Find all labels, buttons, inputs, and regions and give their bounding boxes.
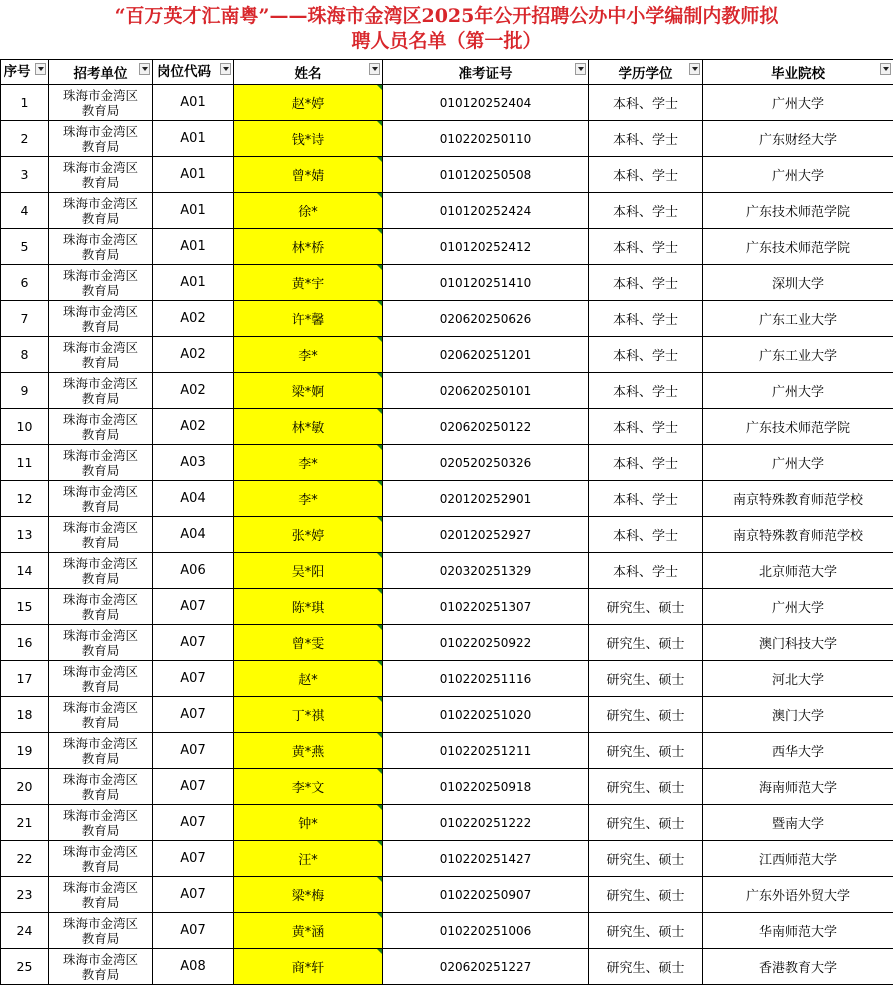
table-row (1, 157, 893, 193)
cell-post[interactable]: A07 (153, 733, 234, 769)
cell-degree[interactable]: 本科、学士 (589, 553, 703, 589)
unit-line-1: 珠海市金湾区 (49, 88, 152, 103)
cell-name[interactable]: 林*桥 (234, 229, 383, 265)
cell-exam-number[interactable]: 020320251329 (383, 553, 589, 589)
unit-line-1: 珠海市金湾区 (49, 880, 152, 895)
cell-exam-number[interactable]: 020620251227 (383, 949, 589, 985)
cell-name[interactable]: 李* (234, 481, 383, 517)
table-row (1, 265, 893, 301)
cell-exam-number[interactable]: 010120252424 (383, 193, 589, 229)
cell-name[interactable]: 丁*祺 (234, 697, 383, 733)
cell-degree[interactable]: 本科、学士 (589, 517, 703, 553)
cell-exam-number[interactable]: 010120252412 (383, 229, 589, 265)
unit-line-1: 珠海市金湾区 (49, 664, 152, 679)
unit-line-1: 珠海市金湾区 (49, 160, 152, 175)
cell-name[interactable]: 吴*阳 (234, 553, 383, 589)
cell-post[interactable]: A08 (153, 949, 234, 985)
cell-seq[interactable]: 13 (1, 517, 49, 553)
cell-post[interactable]: A07 (153, 877, 234, 913)
unit-line-2: 教育局 (49, 931, 152, 946)
cell-seq[interactable]: 18 (1, 697, 49, 733)
cell-school[interactable]: 华南师范大学 (703, 913, 893, 949)
cell-exam-number[interactable]: 010220251116 (383, 661, 589, 697)
cell-post[interactable]: A01 (153, 85, 234, 121)
title-line-1: “百万英才汇南粤”——珠海市金湾区2025年公开招聘公办中小学编制内教师拟 (0, 4, 893, 29)
table-row (1, 589, 893, 625)
cell-seq[interactable]: 19 (1, 733, 49, 769)
header-school[interactable]: 毕业院校 (703, 60, 893, 85)
cell-degree[interactable]: 研究生、硕士 (589, 841, 703, 877)
unit-line-2: 教育局 (49, 499, 152, 514)
header-unit[interactable]: 招考单位 (49, 60, 153, 85)
unit-line-1: 珠海市金湾区 (49, 952, 152, 967)
unit-line-1: 珠海市金湾区 (49, 304, 152, 319)
table-row (1, 193, 893, 229)
cell-seq[interactable]: 17 (1, 661, 49, 697)
cell-post[interactable]: A01 (153, 121, 234, 157)
cell-seq[interactable]: 24 (1, 913, 49, 949)
unit-line-1: 珠海市金湾区 (49, 196, 152, 211)
unit-line-1: 珠海市金湾区 (49, 808, 152, 823)
cell-post[interactable]: A02 (153, 409, 234, 445)
cell-seq[interactable]: 16 (1, 625, 49, 661)
cell-degree[interactable]: 研究生、硕士 (589, 805, 703, 841)
cell-school[interactable]: 广东工业大学 (703, 337, 893, 373)
unit-line-2: 教育局 (49, 355, 152, 370)
filter-dropdown-icon[interactable] (689, 63, 700, 75)
table-row (1, 553, 893, 589)
cell-school[interactable]: 广东技术师范学院 (703, 193, 893, 229)
cell-post[interactable]: A07 (153, 697, 234, 733)
cell-degree[interactable]: 本科、学士 (589, 373, 703, 409)
cell-degree[interactable]: 本科、学士 (589, 193, 703, 229)
cell-school[interactable]: 广州大学 (703, 373, 893, 409)
unit-line-2: 教育局 (49, 895, 152, 910)
cell-degree[interactable]: 研究生、硕士 (589, 949, 703, 985)
cell-seq[interactable]: 7 (1, 301, 49, 337)
cell-school[interactable]: 广东财经大学 (703, 121, 893, 157)
cell-seq[interactable]: 22 (1, 841, 49, 877)
cell-unit[interactable] (49, 589, 153, 625)
cell-unit[interactable] (49, 553, 153, 589)
unit-line-1: 珠海市金湾区 (49, 232, 152, 247)
document-title (0, 0, 893, 59)
cell-post[interactable]: A06 (153, 553, 234, 589)
unit-line-2: 教育局 (49, 463, 152, 478)
table-row (1, 661, 893, 697)
cell-seq[interactable]: 25 (1, 949, 49, 985)
cell-degree[interactable]: 本科、学士 (589, 409, 703, 445)
cell-unit[interactable] (49, 877, 153, 913)
cell-seq[interactable]: 4 (1, 193, 49, 229)
unit-line-2: 教育局 (49, 679, 152, 694)
cell-post[interactable]: A02 (153, 373, 234, 409)
cell-school[interactable]: 广州大学 (703, 445, 893, 481)
cell-exam-number[interactable]: 010220250907 (383, 877, 589, 913)
unit-line-2: 教育局 (49, 103, 152, 118)
cell-degree[interactable]: 研究生、硕士 (589, 625, 703, 661)
cell-school[interactable]: 广东技术师范学院 (703, 229, 893, 265)
cell-seq[interactable]: 9 (1, 373, 49, 409)
cell-seq[interactable]: 14 (1, 553, 49, 589)
table-row (1, 85, 893, 121)
unit-line-2: 教育局 (49, 859, 152, 874)
cell-degree[interactable]: 本科、学士 (589, 85, 703, 121)
cell-seq[interactable]: 8 (1, 337, 49, 373)
cell-exam-number[interactable]: 010220250922 (383, 625, 589, 661)
table-row (1, 949, 893, 985)
cell-name[interactable]: 黄*燕 (234, 733, 383, 769)
cell-post[interactable]: A07 (153, 661, 234, 697)
cell-seq[interactable]: 2 (1, 121, 49, 157)
cell-post[interactable]: A07 (153, 913, 234, 949)
unit-line-2: 教育局 (49, 391, 152, 406)
cell-unit[interactable] (49, 769, 153, 805)
table-row (1, 409, 893, 445)
cell-post[interactable]: A04 (153, 517, 234, 553)
cell-unit[interactable] (49, 193, 153, 229)
cell-name[interactable]: 李* (234, 337, 383, 373)
cell-school[interactable]: 深圳大学 (703, 265, 893, 301)
unit-line-1: 珠海市金湾区 (49, 520, 152, 535)
unit-line-2: 教育局 (49, 139, 152, 154)
unit-line-2: 教育局 (49, 571, 152, 586)
table-row (1, 121, 893, 157)
cell-school[interactable]: 广东工业大学 (703, 301, 893, 337)
cell-school[interactable]: 江西师范大学 (703, 841, 893, 877)
unit-line-2: 教育局 (49, 787, 152, 802)
unit-line-2: 教育局 (49, 319, 152, 334)
roster-table (0, 59, 893, 985)
cell-exam-number[interactable]: 010220251222 (383, 805, 589, 841)
cell-post[interactable]: A07 (153, 841, 234, 877)
cell-degree[interactable]: 本科、学士 (589, 301, 703, 337)
cell-degree[interactable]: 本科、学士 (589, 157, 703, 193)
cell-unit[interactable] (49, 265, 153, 301)
cell-name[interactable]: 梁*梅 (234, 877, 383, 913)
cell-unit[interactable] (49, 409, 153, 445)
header-exam[interactable]: 准考证号 (383, 60, 589, 85)
cell-exam-number[interactable]: 010220251307 (383, 589, 589, 625)
cell-seq[interactable]: 23 (1, 877, 49, 913)
cell-exam-number[interactable]: 010220251020 (383, 697, 589, 733)
cell-unit[interactable] (49, 697, 153, 733)
unit-line-1: 珠海市金湾区 (49, 700, 152, 715)
cell-name[interactable]: 陈*琪 (234, 589, 383, 625)
cell-exam-number[interactable]: 010120251410 (383, 265, 589, 301)
cell-unit[interactable] (49, 229, 153, 265)
cell-degree[interactable]: 研究生、硕士 (589, 697, 703, 733)
cell-school[interactable]: 广州大学 (703, 85, 893, 121)
cell-school[interactable]: 澳门大学 (703, 697, 893, 733)
cell-school[interactable]: 广州大学 (703, 157, 893, 193)
unit-line-2: 教育局 (49, 283, 152, 298)
header-degree[interactable]: 学历学位 (589, 60, 703, 85)
cell-school[interactable]: 西华大学 (703, 733, 893, 769)
cell-seq[interactable]: 5 (1, 229, 49, 265)
cell-seq[interactable]: 12 (1, 481, 49, 517)
cell-unit[interactable] (49, 913, 153, 949)
cell-exam-number[interactable]: 010120252404 (383, 85, 589, 121)
cell-unit[interactable] (49, 301, 153, 337)
cell-name[interactable]: 钟* (234, 805, 383, 841)
cell-school[interactable]: 南京特殊教育师范学校 (703, 517, 893, 553)
cell-name[interactable]: 徐* (234, 193, 383, 229)
cell-unit[interactable] (49, 481, 153, 517)
cell-unit[interactable] (49, 445, 153, 481)
unit-line-2: 教育局 (49, 751, 152, 766)
cell-degree[interactable]: 研究生、硕士 (589, 661, 703, 697)
cell-degree[interactable]: 本科、学士 (589, 121, 703, 157)
cell-exam-number[interactable]: 010220251427 (383, 841, 589, 877)
cell-name[interactable]: 李* (234, 445, 383, 481)
table-row (1, 373, 893, 409)
cell-post[interactable]: A07 (153, 625, 234, 661)
cell-name[interactable]: 林*敏 (234, 409, 383, 445)
cell-exam-number[interactable]: 010220251006 (383, 913, 589, 949)
filter-dropdown-icon[interactable] (220, 63, 231, 75)
table-row (1, 841, 893, 877)
table-row (1, 733, 893, 769)
cell-degree[interactable]: 本科、学士 (589, 337, 703, 373)
cell-unit[interactable] (49, 157, 153, 193)
table-row (1, 769, 893, 805)
cell-seq[interactable]: 15 (1, 589, 49, 625)
unit-line-2: 教育局 (49, 247, 152, 262)
cell-name[interactable]: 李*文 (234, 769, 383, 805)
cell-seq[interactable]: 6 (1, 265, 49, 301)
cell-seq[interactable]: 20 (1, 769, 49, 805)
table-row (1, 445, 893, 481)
table-row (1, 805, 893, 841)
unit-line-2: 教育局 (49, 427, 152, 442)
cell-unit[interactable] (49, 625, 153, 661)
cell-name[interactable]: 钱*诗 (234, 121, 383, 157)
cell-exam-number[interactable]: 020120252927 (383, 517, 589, 553)
cell-unit[interactable] (49, 337, 153, 373)
cell-degree[interactable]: 本科、学士 (589, 445, 703, 481)
cell-exam-number[interactable]: 020520250326 (383, 445, 589, 481)
cell-exam-number[interactable]: 020620250626 (383, 301, 589, 337)
unit-line-1: 珠海市金湾区 (49, 124, 152, 139)
unit-line-1: 珠海市金湾区 (49, 484, 152, 499)
filter-dropdown-icon[interactable] (880, 63, 891, 75)
header-seq[interactable]: 序号 (1, 60, 49, 85)
cell-unit[interactable] (49, 517, 153, 553)
cell-school[interactable]: 澳门科技大学 (703, 625, 893, 661)
cell-degree[interactable]: 本科、学士 (589, 481, 703, 517)
unit-line-1: 珠海市金湾区 (49, 916, 152, 931)
cell-unit[interactable] (49, 805, 153, 841)
header-row (1, 60, 893, 85)
cell-exam-number[interactable]: 010220251211 (383, 733, 589, 769)
cell-post[interactable]: A03 (153, 445, 234, 481)
title-line-2: 聘人员名单（第一批） (0, 29, 893, 54)
cell-degree[interactable]: 研究生、硕士 (589, 589, 703, 625)
cell-degree[interactable]: 研究生、硕士 (589, 913, 703, 949)
cell-post[interactable]: A02 (153, 301, 234, 337)
cell-name[interactable]: 张*婷 (234, 517, 383, 553)
cell-exam-number[interactable]: 020120252901 (383, 481, 589, 517)
cell-exam-number[interactable]: 020620251201 (383, 337, 589, 373)
cell-degree[interactable]: 研究生、硕士 (589, 877, 703, 913)
unit-line-1: 珠海市金湾区 (49, 772, 152, 787)
cell-unit[interactable] (49, 121, 153, 157)
cell-name[interactable]: 梁*婀 (234, 373, 383, 409)
cell-degree[interactable]: 研究生、硕士 (589, 769, 703, 805)
table-row (1, 301, 893, 337)
unit-line-1: 珠海市金湾区 (49, 736, 152, 751)
cell-school[interactable]: 广州大学 (703, 589, 893, 625)
cell-post[interactable]: A01 (153, 229, 234, 265)
cell-post[interactable]: A07 (153, 769, 234, 805)
table-row (1, 517, 893, 553)
cell-post[interactable]: A07 (153, 589, 234, 625)
cell-exam-number[interactable]: 020620250101 (383, 373, 589, 409)
cell-exam-number[interactable]: 010120250508 (383, 157, 589, 193)
unit-line-1: 珠海市金湾区 (49, 340, 152, 355)
unit-line-2: 教育局 (49, 967, 152, 982)
unit-line-1: 珠海市金湾区 (49, 376, 152, 391)
cell-seq[interactable]: 21 (1, 805, 49, 841)
unit-line-1: 珠海市金湾区 (49, 592, 152, 607)
cell-school[interactable]: 海南师范大学 (703, 769, 893, 805)
cell-name[interactable]: 黄*涵 (234, 913, 383, 949)
cell-unit[interactable] (49, 85, 153, 121)
unit-line-2: 教育局 (49, 211, 152, 226)
cell-name[interactable]: 赵*婷 (234, 85, 383, 121)
unit-line-1: 珠海市金湾区 (49, 844, 152, 859)
cell-post[interactable]: A04 (153, 481, 234, 517)
cell-post[interactable]: A01 (153, 193, 234, 229)
table-row (1, 337, 893, 373)
unit-line-1: 珠海市金湾区 (49, 412, 152, 427)
cell-name[interactable]: 曾*婧 (234, 157, 383, 193)
cell-name[interactable]: 曾*雯 (234, 625, 383, 661)
cell-unit[interactable] (49, 841, 153, 877)
cell-school[interactable]: 香港教育大学 (703, 949, 893, 985)
cell-exam-number[interactable]: 010220250110 (383, 121, 589, 157)
cell-unit[interactable] (49, 661, 153, 697)
cell-seq[interactable]: 10 (1, 409, 49, 445)
cell-school[interactable]: 广东技术师范学院 (703, 409, 893, 445)
cell-seq[interactable]: 3 (1, 157, 49, 193)
cell-post[interactable]: A01 (153, 265, 234, 301)
cell-seq[interactable]: 1 (1, 85, 49, 121)
cell-name[interactable]: 汪* (234, 841, 383, 877)
cell-post[interactable]: A07 (153, 805, 234, 841)
cell-exam-number[interactable]: 010220250918 (383, 769, 589, 805)
cell-school[interactable]: 河北大学 (703, 661, 893, 697)
unit-line-2: 教育局 (49, 607, 152, 622)
cell-name[interactable]: 赵* (234, 661, 383, 697)
cell-school[interactable]: 暨南大学 (703, 805, 893, 841)
cell-school[interactable]: 南京特殊教育师范学校 (703, 481, 893, 517)
cell-post[interactable]: A02 (153, 337, 234, 373)
unit-line-2: 教育局 (49, 643, 152, 658)
table-row (1, 913, 893, 949)
filter-dropdown-icon[interactable] (575, 63, 586, 75)
filter-dropdown-icon[interactable] (139, 63, 150, 75)
unit-line-2: 教育局 (49, 175, 152, 190)
unit-line-2: 教育局 (49, 715, 152, 730)
unit-line-2: 教育局 (49, 535, 152, 550)
unit-line-1: 珠海市金湾区 (49, 628, 152, 643)
unit-line-1: 珠海市金湾区 (49, 448, 152, 463)
unit-line-1: 珠海市金湾区 (49, 268, 152, 283)
unit-line-1: 珠海市金湾区 (49, 556, 152, 571)
cell-unit[interactable] (49, 733, 153, 769)
header-name[interactable]: 姓名 (234, 60, 383, 85)
header-post[interactable]: 岗位代码 (153, 60, 234, 85)
filter-dropdown-icon[interactable] (369, 63, 380, 75)
table-row (1, 697, 893, 733)
unit-line-2: 教育局 (49, 823, 152, 838)
table-row (1, 625, 893, 661)
cell-unit[interactable] (49, 373, 153, 409)
cell-post[interactable]: A01 (153, 157, 234, 193)
cell-name[interactable]: 商*轩 (234, 949, 383, 985)
cell-school[interactable]: 广东外语外贸大学 (703, 877, 893, 913)
cell-school[interactable]: 北京师范大学 (703, 553, 893, 589)
cell-unit[interactable] (49, 949, 153, 985)
cell-degree[interactable]: 本科、学士 (589, 265, 703, 301)
table-row (1, 877, 893, 913)
cell-degree[interactable]: 本科、学士 (589, 229, 703, 265)
cell-degree[interactable]: 研究生、硕士 (589, 733, 703, 769)
table-row (1, 229, 893, 265)
cell-name[interactable]: 黄*宇 (234, 265, 383, 301)
cell-seq[interactable]: 11 (1, 445, 49, 481)
cell-name[interactable]: 许*馨 (234, 301, 383, 337)
filter-dropdown-icon[interactable] (35, 63, 46, 75)
cell-exam-number[interactable]: 020620250122 (383, 409, 589, 445)
table-row (1, 481, 893, 517)
